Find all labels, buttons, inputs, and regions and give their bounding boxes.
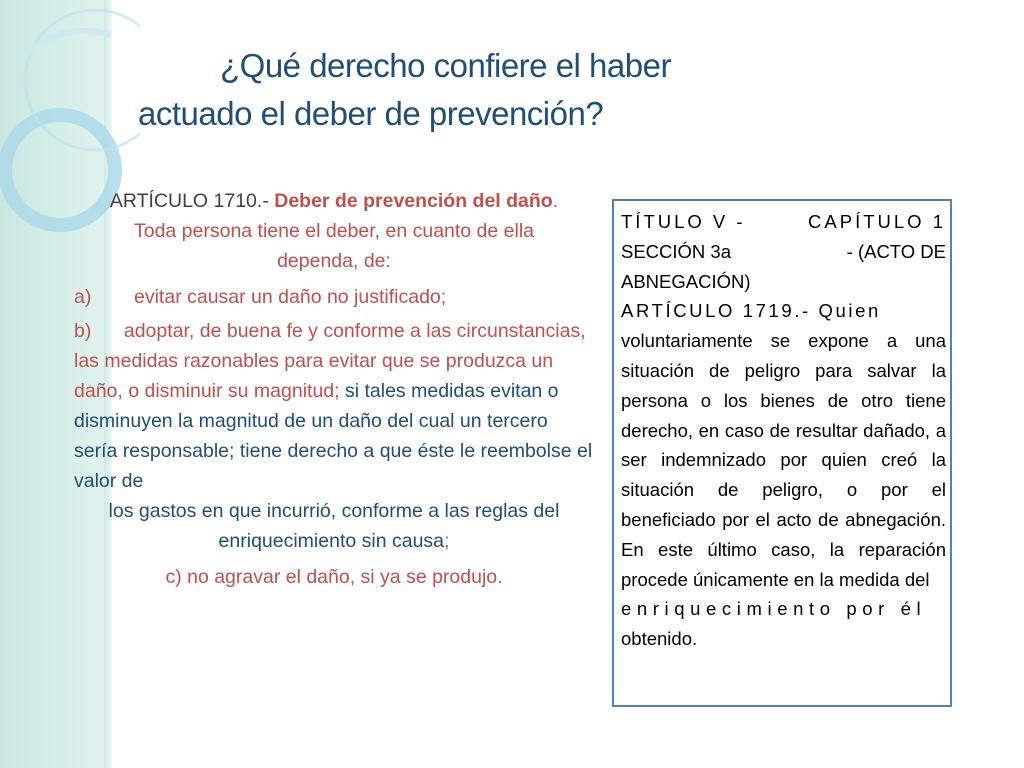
- item-c: c) no agravar el daño, si ya se produjo.: [165, 566, 503, 588]
- slide-title: [100, 42, 800, 138]
- item-a: [74, 282, 594, 312]
- box-body: voluntariamente se expone a una situación de peligro para salvar la persona o los bienes de otro tiene derecho, en caso de resultar dañado, a ser indemnizado por quien creó la situación de peligro, o por el beneficiado por el acto de abnegación. En este último caso, la reparación procede únicamente en la medida del: [621, 330, 946, 590]
- box-abnegacion: ABNEGACIÓN): [621, 270, 751, 292]
- box-title-left: TÍTULO V -: [621, 211, 746, 232]
- box-section-right: - (ACTO DE: [846, 240, 946, 262]
- box-enriquecimiento: enriquecimiento por él: [621, 598, 927, 620]
- item-b: [74, 316, 594, 496]
- item-b-centered: [74, 496, 594, 556]
- item-b-text-blue-centered: los gastos en que incurrió, conforme a las reglas del enriquecimiento sin causa: [108, 500, 560, 552]
- box-title-row: [621, 207, 946, 237]
- article-1719-box: [612, 199, 952, 707]
- box-article-number: ARTÍCULO 1719.- Quien: [621, 300, 881, 322]
- article-number: ARTÍCULO 1710.-: [109, 190, 275, 212]
- article-heading: [74, 186, 594, 216]
- article-1710: [74, 186, 594, 592]
- title-line-1: ¿Qué derecho confiere el haber: [220, 47, 671, 84]
- box-ending: obtenido.: [621, 628, 698, 650]
- item-a-label: a): [74, 286, 92, 308]
- article-heading-title: Deber de prevención del daño: [274, 190, 553, 212]
- article-heading-end: .: [552, 190, 559, 212]
- article-intro: Toda persona tiene el deber, en cuanto de ella dependa, de:: [133, 220, 535, 272]
- item-b-end: ;: [444, 530, 450, 552]
- item-b-text-red: b) adoptar, de buena fe y conforme a las circunstancias, las medidas razonables para evitar que se produzca un daño, o disminuir su magnitud;: [74, 320, 592, 402]
- item-a-text: evitar causar un daño no justificado;: [134, 286, 447, 308]
- item-b-text-blue: si tales medidas evitan o disminuyen la magnitud de un daño del cual un tercero sería responsable; tiene derecho a que éste le reembolse el valor de: [74, 380, 593, 492]
- box-section-left: SECCIÓN 3a: [621, 240, 732, 262]
- box-title-right: CAPÍTULO 1: [808, 211, 946, 232]
- box-section-row: [621, 237, 946, 267]
- title-line-2: actuado el deber de prevención?: [138, 95, 604, 132]
